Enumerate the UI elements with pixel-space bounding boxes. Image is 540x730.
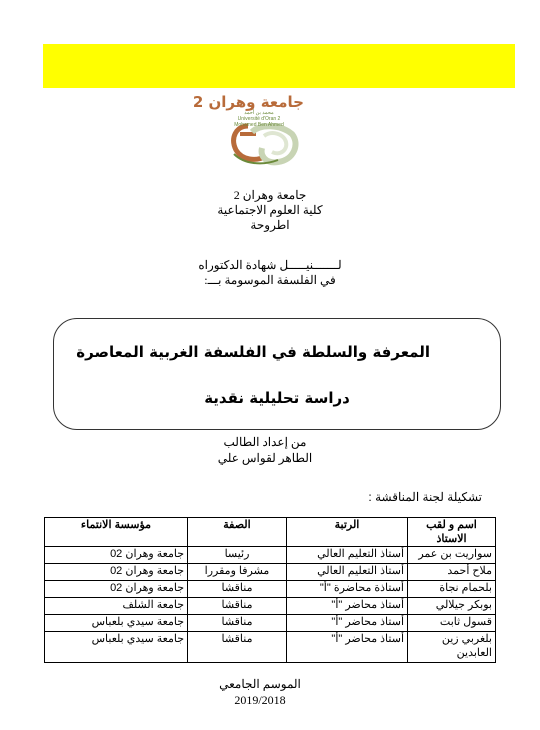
logo-sub-arabic: محمد بن أحمد	[244, 110, 274, 116]
member-role: مناقشا	[188, 615, 287, 632]
document-type: اطروحة	[250, 218, 290, 232]
member-rank: أستاذ التعليم العالي	[287, 547, 408, 564]
thesis-title: المعرفة والسلطة في الفلسفة الغربية المعاصرة	[76, 343, 430, 361]
member-role: مناقشا	[188, 598, 287, 615]
table-header-row	[45, 518, 496, 547]
thesis-title-box	[53, 318, 501, 430]
logo-name-french: Université d'Oran 2	[237, 116, 281, 122]
member-role: مناقشا	[188, 581, 287, 598]
member-institution: جامعة سيدي بلعباس	[45, 615, 188, 632]
faculty-name: كلية العلوم الاجتماعية	[217, 203, 323, 217]
member-role: مشرفا ومقررا	[188, 564, 287, 581]
header-institution: مؤسسة الانتماء	[45, 518, 188, 547]
member-institution: جامعة وهران 02	[45, 564, 188, 581]
header-rank: الرتبة	[287, 518, 408, 547]
member-name: قسول ثابت	[408, 615, 496, 632]
prepared-by-block	[180, 434, 350, 466]
table-row	[45, 547, 496, 564]
committee-table	[44, 517, 496, 663]
member-name: بلحمام نجاة	[408, 581, 496, 598]
member-name: بوبكر جيلالي	[408, 598, 496, 615]
member-institution: جامعة وهران 02	[45, 547, 188, 564]
degree-block	[150, 258, 390, 288]
member-institution: جامعة وهران 02	[45, 581, 188, 598]
yellow-banner	[43, 44, 515, 88]
university-logo	[192, 90, 312, 168]
member-rank: أستاذة محاضرة "أ"	[287, 581, 408, 598]
institution-block	[150, 188, 390, 233]
table-row	[45, 564, 496, 581]
degree-line-1: لـــــــنيـــــل شهادة الدكتوراه	[198, 258, 342, 272]
member-rank: أستاذ محاضر "أ"	[287, 632, 408, 663]
academic-season-block	[200, 676, 320, 708]
table-row	[45, 615, 496, 632]
academic-season-label: الموسم الجامعي	[219, 677, 301, 691]
academic-year: 2019/2018	[234, 693, 286, 707]
member-name: ملاح أحمد	[408, 564, 496, 581]
committee-label: تشكيلة لجنة المناقشة :	[368, 490, 482, 504]
degree-line-2: في الفلسفة الموسومة بـــ:	[204, 273, 336, 287]
member-rank: أستاذ محاضر "أ"	[287, 598, 408, 615]
member-rank: أستاذ محاضر "أ"	[287, 615, 408, 632]
header-role: الصفة	[188, 518, 287, 547]
member-rank: أستاذ التعليم العالي	[287, 564, 408, 581]
member-role: رئيسا	[188, 547, 287, 564]
table-row	[45, 632, 496, 663]
student-name: الطاهر لقواس علي	[217, 451, 313, 465]
member-institution: جامعة سيدي بلعباس	[45, 632, 188, 663]
logo-name-arabic: جامعة وهران 2	[192, 93, 304, 111]
table-row	[45, 581, 496, 598]
table-row	[45, 598, 496, 615]
member-role: مناقشا	[188, 632, 287, 663]
logo-name-french-2: Mohamed Ben Ahmed	[234, 122, 284, 128]
university-name: جامعة وهران 2	[233, 188, 307, 202]
thesis-subtitle: دراسة تحليلية نقدية	[204, 389, 350, 407]
header-name: اسم و لقب الاستاذ	[408, 518, 496, 547]
member-name: بلغربي زين العابدين	[408, 632, 496, 663]
member-name: سواريت بن عمر	[408, 547, 496, 564]
prepared-by-label: من إعداد الطالب	[223, 435, 307, 449]
member-institution: جامعة الشلف	[45, 598, 188, 615]
